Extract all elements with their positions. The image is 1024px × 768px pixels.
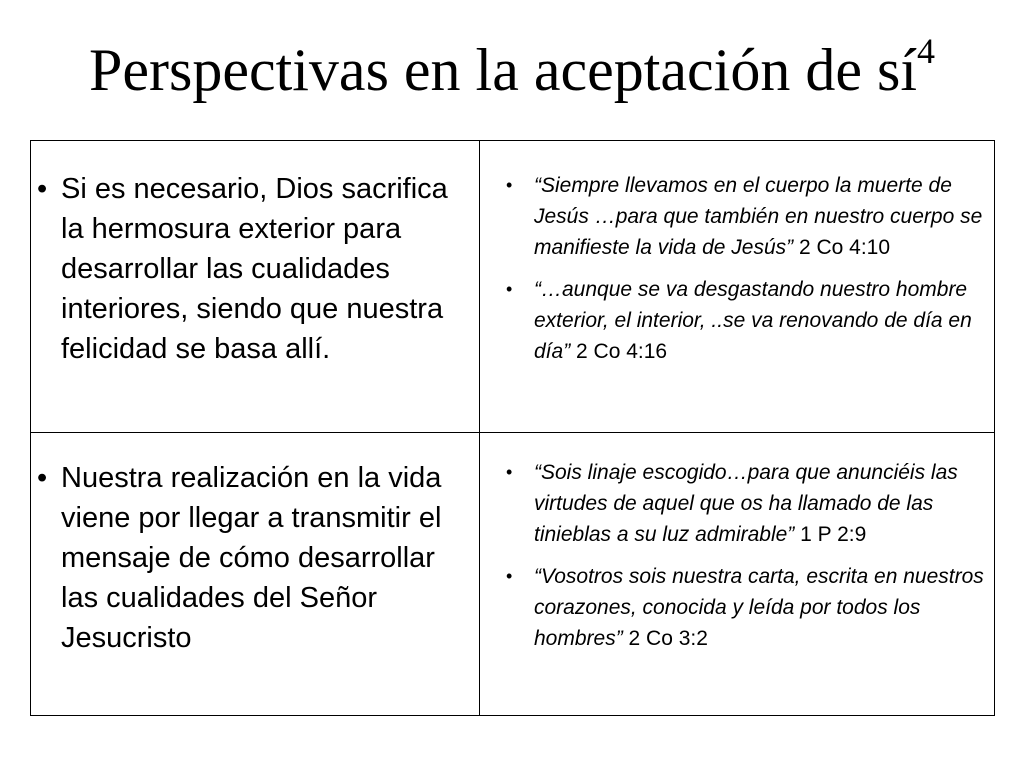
bullet-icon: • [506,175,513,195]
slide-title-superscript: 4 [917,31,935,71]
list-item [506,274,984,367]
list-item [37,458,471,658]
bullet-icon: • [506,566,513,586]
quote-body: “…aunque se va desgastando nuestro hombre exterior, el interior, ..se va renovando de día en día” [534,278,972,363]
bullet-icon: • [506,462,513,482]
slide-title [0,31,1024,106]
table-cell-row1-left [31,169,479,369]
table-cell-row2-right [480,457,994,665]
bullet-icon: • [37,462,48,494]
quote-text [534,274,984,367]
quote-reference: 2 Co 4:10 [793,236,891,259]
list-item [506,457,984,550]
quote-body: “Siempre llevamos en el cuerpo la muerte de Jesús …para que también en nuestro cuerpo se manifieste la vida de Jesús” [534,174,983,259]
quote-list [506,457,984,654]
quote-body: “Vosotros sois nuestra carta, escrita en nuestros corazones, conocida y leída por todos los hombres” [534,565,984,650]
quote-body: “Sois linaje escogido…para que anunciéis las virtudes de aquel que os ha llamado de las tinieblas a su luz admirable” [534,461,958,546]
table-cell-row1-right [480,170,994,378]
quote-reference: 2 Co 4:16 [570,340,668,363]
list-item [506,561,984,654]
content-table [30,140,995,716]
bullet-text: Si es necesario, Dios sacrifica la hermosura exterior para desarrollar las cualidades interiores, siendo que nuestra felicidad se basa allí. [61,173,448,365]
bullet-icon: • [37,173,48,205]
table-cell-row2-left [31,458,479,658]
slide-title-text: Perspectivas en la aceptación de sí [89,37,917,103]
quote-reference: 1 P 2:9 [794,523,867,546]
quote-text [534,170,984,263]
bullet-text: Nuestra realización en la vida viene por llegar a transmitir el mensaje de cómo desarrollar las cualidades del Señor Jesucristo [61,462,442,654]
bullet-icon: • [506,279,513,299]
quote-text [534,561,984,654]
row-divider [31,432,994,433]
list-item [37,169,471,369]
quote-text [534,457,984,550]
quote-reference: 2 Co 3:2 [622,627,708,650]
quote-list [506,170,984,367]
list-item [506,170,984,263]
